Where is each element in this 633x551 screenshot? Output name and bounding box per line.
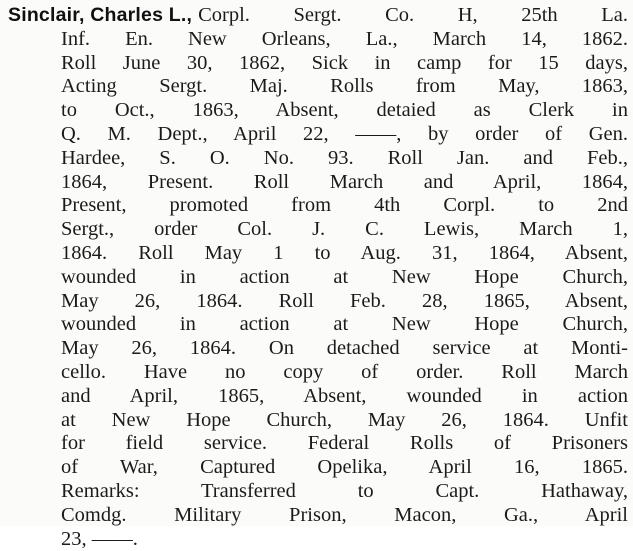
- entry-line: Remarks: Transferred to Capt. Hathaway,: [61, 479, 628, 502]
- entry-line: Roll June 30, 1862, Sick in camp for 15 days,: [61, 51, 628, 74]
- entry-line: Inf. En. New Orleans, La., March 14, 1862.: [61, 27, 628, 50]
- entry-line: 23, ——.: [61, 527, 138, 550]
- entry-line: Present, promoted from 4th Corpl. to 2nd: [61, 194, 628, 217]
- entry-line: Sergt., order Col. J. C. Lewis, March 1,: [61, 218, 628, 241]
- entry-line: wounded in action at New Hope Church,: [61, 265, 628, 288]
- entry-first-line: [8, 4, 628, 28]
- entry-line: Q. M. Dept., April 22, ——, by order of Gen.: [61, 122, 628, 145]
- soldier-name: Sinclair, Charles L.,: [8, 4, 193, 26]
- roster-entry: [8, 4, 628, 551]
- entry-line: 1864. Roll May 1 to Aug. 31, 1864, Absent,: [61, 241, 628, 264]
- entry-line: for field service. Federal Rolls of Prisoners: [61, 432, 628, 455]
- entry-line: to Oct., 1863, Absent, detaied as Clerk in: [61, 99, 628, 122]
- entry-line: and April, 1865, Absent, wounded in action: [61, 384, 628, 407]
- entry-line: Acting Sergt. Maj. Rolls from May, 1863,: [61, 75, 628, 98]
- entry-line: cello. Have no copy of order. Roll March: [61, 360, 628, 383]
- rank-and-unit: Corpl. Sergt. Co. H, 25th La.: [198, 4, 628, 26]
- entry-line: at New Hope Church, May 26, 1864. Unfit: [61, 408, 628, 431]
- entry-line: May 26, 1864. On detached service at Monti-: [61, 337, 628, 360]
- entry-line: May 26, 1864. Roll Feb. 28, 1865, Absent,: [61, 289, 628, 312]
- entry-line: Hardee, S. O. No. 93. Roll Jan. and Feb.,: [61, 146, 628, 169]
- entry-line: wounded in action at New Hope Church,: [61, 313, 628, 336]
- entry-line: Comdg. Military Prison, Macon, Ga., April: [61, 503, 628, 526]
- entry-line: of War, Captured Opelika, April 16, 1865.: [61, 456, 628, 479]
- entry-line: 1864, Present. Roll March and April, 1864,: [61, 170, 628, 193]
